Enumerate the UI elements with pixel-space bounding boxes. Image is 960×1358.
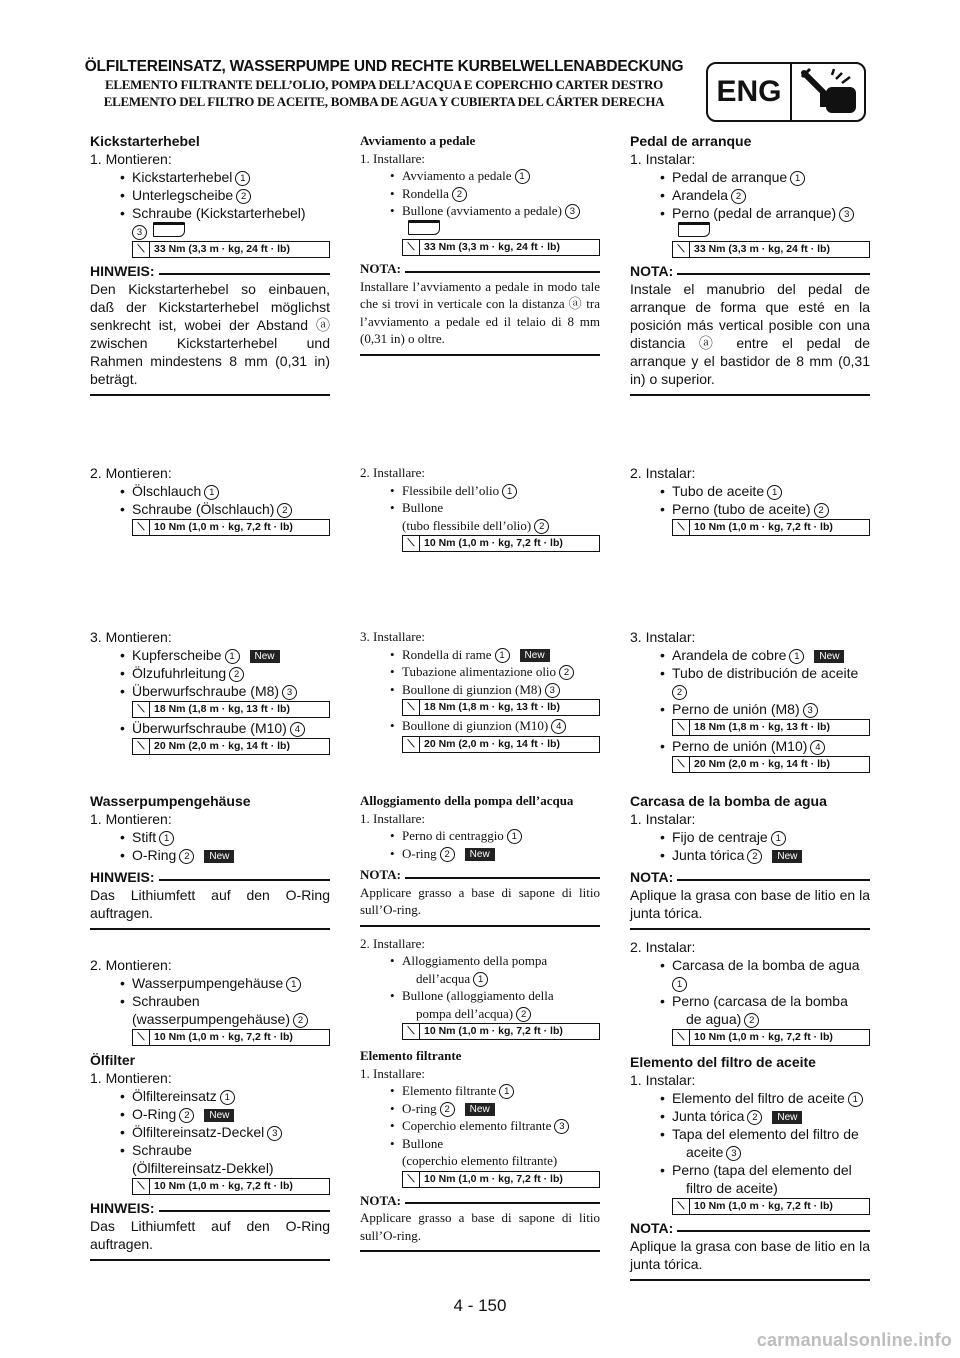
title-es: ELEMENTO DEL FILTRO DE ACEITE, BOMBA DE AGUA Y CUBIERTA DEL CÁRTER DERECHA — [103, 94, 665, 109]
list-item: • Perno de unión (M10) 4 — [630, 737, 870, 755]
torque-box: ⟍ 33 Nm (3,3 m · kg, 24 ft · lb) — [132, 241, 330, 258]
list-item-cont: pompa dell’acqua) 2 — [360, 1005, 600, 1023]
note-text: Das Lithiumfett auf den O-Ring auftragen. — [90, 1218, 330, 1252]
step: 1. Montieren: — [90, 151, 172, 167]
list-item: • Elemento filtrante 1 — [360, 1082, 600, 1100]
step: 2. Instalar: — [630, 939, 696, 955]
list-item: • Junta tórica 2 New — [630, 1107, 870, 1125]
section-title: Alloggiamento della pompa dell’acqua — [360, 793, 574, 808]
step: 1. Instalar: — [630, 151, 696, 167]
list-item: • Junta tórica 2 New — [630, 846, 870, 864]
torque-box: ⟍ 10 Nm (1,0 m · kg, 7,2 ft · lb) — [402, 1023, 600, 1040]
list-item-cont: de agua) 2 — [630, 1010, 870, 1028]
wrench-torque-icon: ⟍ — [673, 242, 690, 257]
torque-box: ⟍ 18 Nm (1,8 m · kg, 13 ft · lb) — [132, 701, 330, 718]
kick-section-it — [360, 132, 600, 356]
badge-label: ENG — [708, 64, 792, 120]
list-item-cont: 1 — [630, 974, 870, 992]
torque-box: ⟍ 10 Nm (1,0 m · kg, 7,2 ft · lb) — [672, 1198, 870, 1215]
note-text: Den Kickstarterhebel so einbauen, daß der Kickstarterhebel möglichst senkrecht ist, wobei der Abstand ⓐ zwischen Kickstarterhebel und Rahmen mindestens 8 mm (0,31 in) beträgt. — [90, 281, 330, 387]
wrench-torque-icon: ⟍ — [673, 757, 690, 772]
torque-box: ⟍ 10 Nm (1,0 m · kg, 7,2 ft · lb) — [132, 519, 330, 536]
step: 1. Montieren: — [90, 1070, 172, 1086]
divider — [90, 394, 330, 396]
wrench-torque-icon: ⟍ — [403, 240, 420, 255]
wrench-torque-icon: ⟍ — [673, 1199, 690, 1214]
kick-section-es — [630, 132, 870, 396]
step: 1. Instalar: — [630, 811, 696, 827]
torque-box: ⟍ 18 Nm (1,8 m · kg, 13 ft · lb) — [402, 699, 600, 716]
list-item-cont: aceite 3 — [630, 1143, 870, 1161]
list-item: • Flessibile dell’olio 1 — [360, 482, 600, 500]
step: 1. Instalar: — [630, 1072, 696, 1088]
note-header: NOTA: — [360, 866, 600, 884]
note-text: Instale el manubrio del pedal de arranque de forma que esté en la posición más vertical posible con una distancia ⓐ entre el pedal de arranque y el bastidor de 8 mm (0,31 in) o superior. — [630, 281, 870, 387]
list-item: • Ölfiltereinsatz 1 — [90, 1087, 330, 1105]
list-item-cont: 2 — [630, 682, 870, 700]
note-text: Installare l’avviamento a pedale in modo tale che si trovi in verticale con la distanza ⓐ tra l’avviamento a pedale ed il telaio di 8 mm (0,31 in) o oltre. — [360, 278, 600, 346]
wrench-torque-icon: ⟍ — [133, 739, 150, 754]
kick-section-de — [90, 132, 330, 396]
torque-box: ⟍ 10 Nm (1,0 m · kg, 7,2 ft · lb) — [132, 1029, 330, 1046]
list-item: • Tubo de aceite 1 — [630, 482, 870, 500]
list-item: • Perno di centraggio 1 — [360, 827, 600, 845]
wrench-torque-icon: ⟍ — [133, 242, 150, 257]
section-title: Ölfilter — [90, 1052, 136, 1068]
step: 1. Installare: — [360, 810, 425, 826]
new-badge: New — [204, 1109, 234, 1122]
list-item: • Wasserpumpengehäuse 1 — [90, 974, 330, 992]
list-item: • Kickstarterhebel 1 — [90, 168, 330, 186]
torque-box: ⟍ 10 Nm (1,0 m · kg, 7,2 ft · lb) — [132, 1178, 330, 1195]
wp-section-es — [630, 792, 870, 1281]
divider — [90, 1259, 330, 1261]
note-header: HINWEIS: — [90, 1199, 330, 1217]
list-item: • Perno (tapa del elemento del — [630, 1161, 870, 1179]
list-item: • Ölzufuhrleitung 2 — [90, 664, 330, 682]
list-item-cont — [630, 222, 870, 240]
list-item: • Unterlegscheibe 2 — [90, 186, 330, 204]
hose-section-de — [90, 464, 330, 537]
list-item-cont: filtro de aceite) — [686, 1180, 778, 1196]
section-title: Avviamento a pedale — [360, 133, 476, 148]
new-badge: New — [250, 650, 280, 663]
hose-section-it — [360, 464, 600, 553]
note-header: NOTA: — [360, 260, 600, 278]
list-item: • Carcasa de la bomba de agua — [630, 956, 870, 974]
note-text: Aplique la grasa con base de litio en la junta tórica. — [630, 887, 870, 921]
list-item: • Ölschlauch 1 — [90, 482, 330, 500]
list-item: • Arandela de cobre 1 New — [630, 646, 870, 664]
page-header — [72, 58, 696, 110]
wrench-torque-icon: ⟍ — [403, 700, 420, 715]
divider — [360, 354, 600, 356]
hose-section-es — [630, 464, 870, 537]
new-badge: New — [814, 650, 844, 663]
watermark: carmanualsonline.info — [756, 1330, 952, 1350]
note-text: Applicare grasso a base di sapone di litio sull’O-ring. — [360, 884, 600, 917]
section-title: Elemento filtrante — [360, 1048, 462, 1063]
list-item: • O-ring 2 New — [360, 1100, 600, 1118]
torque-box: ⟍ 20 Nm (2,0 m · kg, 14 ft · lb) — [672, 756, 870, 773]
wrench-torque-icon: ⟍ — [403, 1024, 420, 1039]
step: 2. Montieren: — [90, 465, 172, 481]
title-it: ELEMENTO FILTRANTE DELL’OLIO, POMPA DELL’ACQUA E COPERCHIO CARTER DESTRO — [105, 77, 663, 92]
locktite-icon — [408, 220, 440, 235]
new-badge: New — [772, 1111, 802, 1124]
pipe-section-de — [90, 628, 330, 756]
divider — [630, 1279, 870, 1281]
note-text: Applicare grasso a base di sapone di litio sull’O-ring. — [360, 1210, 600, 1243]
locktite-icon — [678, 222, 710, 237]
list-item: • Boullone di giunzion (M10) 4 — [360, 717, 600, 735]
section-title: Kickstarterhebel — [90, 133, 200, 149]
locktite-icon — [153, 222, 185, 237]
list-item-cont: (tubo flessibile dell’olio) 2 — [360, 517, 600, 535]
step: 1. Installare: — [360, 1065, 425, 1081]
step: 3. Installare: — [360, 629, 425, 644]
list-item-cont: (wasserpumpengehäuse) 2 — [90, 1010, 330, 1028]
torque-box: ⟍ 10 Nm (1,0 m · kg, 7,2 ft · lb) — [402, 535, 600, 552]
list-item: • Schraube — [90, 1141, 330, 1159]
page-number: 4 - 150 — [453, 1296, 507, 1315]
torque-box: ⟍ 10 Nm (1,0 m · kg, 7,2 ft · lb) — [672, 519, 870, 536]
list-item: • Kupferscheibe 1 New — [90, 646, 330, 664]
list-item: • Schrauben — [90, 992, 330, 1010]
section-title: Wasserpumpengehäuse — [90, 793, 251, 809]
torque-box: ⟍ 33 Nm (3,3 m · kg, 24 ft · lb) — [402, 239, 600, 256]
list-item-cont: dell’acqua 1 — [360, 970, 600, 988]
list-item: • Arandela 2 — [630, 186, 870, 204]
list-item: • O-ring 2 New — [360, 845, 600, 863]
torque-box: ⟍ 33 Nm (3,3 m · kg, 24 ft · lb) — [672, 241, 870, 258]
section-badge — [706, 62, 866, 122]
wrench-torque-icon: ⟍ — [133, 1030, 150, 1045]
divider — [90, 928, 330, 930]
list-item: • Perno de unión (M8) 3 — [630, 700, 870, 718]
torque-box: ⟍ 10 Nm (1,0 m · kg, 7,2 ft · lb) — [672, 1029, 870, 1046]
list-item: • Pedal de arranque 1 — [630, 168, 870, 186]
new-badge: New — [465, 1103, 495, 1116]
note-header: NOTA: — [360, 1192, 600, 1210]
wrench-torque-icon: ⟍ — [673, 720, 690, 735]
divider — [630, 394, 870, 396]
step: 2. Installare: — [360, 935, 425, 951]
list-item: • Bullone (avviamento a pedale) 3 — [360, 202, 600, 220]
step: 3. Montieren: — [90, 629, 172, 645]
list-item: • Stift 1 — [90, 828, 330, 846]
list-item: • O-Ring 2 New — [90, 846, 330, 864]
note-header: NOTA: — [630, 1219, 870, 1237]
step: 2. Installare: — [360, 465, 425, 480]
new-badge: New — [772, 850, 802, 863]
wrench-torque-icon: ⟍ — [403, 1172, 420, 1187]
torque-box: ⟍ 20 Nm (2,0 m · kg, 14 ft · lb) — [402, 736, 600, 753]
list-item: • Tubazione alimentazione olio 2 — [360, 663, 600, 681]
list-item: • Rondella 2 — [360, 185, 600, 203]
list-item: • O-Ring 2 New — [90, 1105, 330, 1123]
list-item: • Bullone (alloggiamento della — [360, 987, 600, 1005]
list-item-cont: (coperchio elemento filtrante) — [402, 1153, 558, 1168]
wrench-torque-icon: ⟍ — [133, 520, 150, 535]
step: 1. Montieren: — [90, 811, 172, 827]
list-item: • Fijo de centraje 1 — [630, 828, 870, 846]
list-item: • Avviamento a pedale 1 — [360, 167, 600, 185]
pipe-section-it — [360, 628, 600, 754]
list-item: • Schraube (Ölschlauch) 2 — [90, 500, 330, 518]
list-item: • Elemento del filtro de aceite 1 — [630, 1089, 870, 1107]
wrench-torque-icon: ⟍ — [133, 702, 150, 717]
new-badge: New — [465, 848, 495, 861]
pipe-section-es — [630, 628, 870, 774]
note-header: HINWEIS: — [90, 868, 330, 886]
list-item: • Bullone — [360, 499, 600, 517]
list-item: • Perno (carcasa de la bomba — [630, 992, 870, 1010]
list-item: • Perno (pedal de arranque) 3 — [630, 204, 870, 222]
list-item: • Boullone di giunzion (M8) 3 — [360, 681, 600, 699]
list-item: • Bullone — [360, 1135, 600, 1153]
note-text: Das Lithiumfett auf den O-Ring auftragen. — [90, 887, 330, 921]
torque-box: ⟍ 18 Nm (1,8 m · kg, 13 ft · lb) — [672, 719, 870, 736]
engine-wrench-icon — [792, 64, 864, 120]
wrench-torque-icon: ⟍ — [403, 737, 420, 752]
list-item: • Überwurfschraube (M8) 3 — [90, 682, 330, 700]
note-text: Aplique la grasa con base de litio en la junta tórica. — [630, 1238, 870, 1272]
wrench-torque-icon: ⟍ — [133, 1179, 150, 1194]
list-item-cont: 3 — [90, 222, 330, 240]
step: 1. Installare: — [360, 150, 425, 166]
note-header: NOTA: — [630, 868, 870, 886]
list-item: • Tubo de distribución de aceite — [630, 664, 870, 682]
new-badge: New — [520, 649, 550, 662]
new-badge: New — [204, 850, 234, 863]
wp-section-it — [360, 792, 600, 1252]
torque-box: ⟍ 10 Nm (1,0 m · kg, 7,2 ft · lb) — [402, 1171, 600, 1188]
wrench-torque-icon: ⟍ — [403, 536, 420, 551]
title-de: ÖLFILTEREINSATZ, WASSERPUMPE UND RECHTE KURBELWELLENABDECKUNG — [84, 58, 684, 75]
wrench-torque-icon: ⟍ — [673, 520, 690, 535]
section-title: Pedal de arranque — [630, 133, 752, 149]
wrench-torque-icon: ⟍ — [673, 1030, 690, 1045]
list-item: • Überwurfschraube (M10) 4 — [90, 719, 330, 737]
list-item-cont: (Ölfiltereinsatz-Dekkel) — [132, 1160, 274, 1176]
step: 2. Instalar: — [630, 465, 696, 481]
note-header: HINWEIS: — [90, 262, 330, 280]
wp-section-de — [90, 792, 330, 930]
list-item: • Alloggiamento della pompa — [360, 952, 600, 970]
note-header: NOTA: — [630, 262, 870, 280]
divider — [360, 1250, 600, 1252]
wp2-section-de — [90, 956, 330, 1261]
step: 2. Montieren: — [90, 957, 172, 973]
list-item: • Perno (tubo de aceite) 2 — [630, 500, 870, 518]
list-item: • Tapa del elemento del filtro de — [630, 1125, 870, 1143]
list-item: • Rondella di rame 1 New — [360, 646, 600, 664]
list-item: • Schraube (Kickstarterhebel) — [90, 204, 330, 222]
torque-box: ⟍ 20 Nm (2,0 m · kg, 14 ft · lb) — [132, 738, 330, 755]
step: 3. Instalar: — [630, 629, 696, 645]
list-item: • Ölfiltereinsatz-Deckel 3 — [90, 1123, 330, 1141]
list-item-cont — [360, 220, 600, 239]
section-title: Carcasa de la bomba de agua — [630, 793, 827, 809]
section-title: Elemento del filtro de aceite — [630, 1054, 816, 1070]
list-item: • Coperchio elemento filtrante 3 — [360, 1117, 600, 1135]
